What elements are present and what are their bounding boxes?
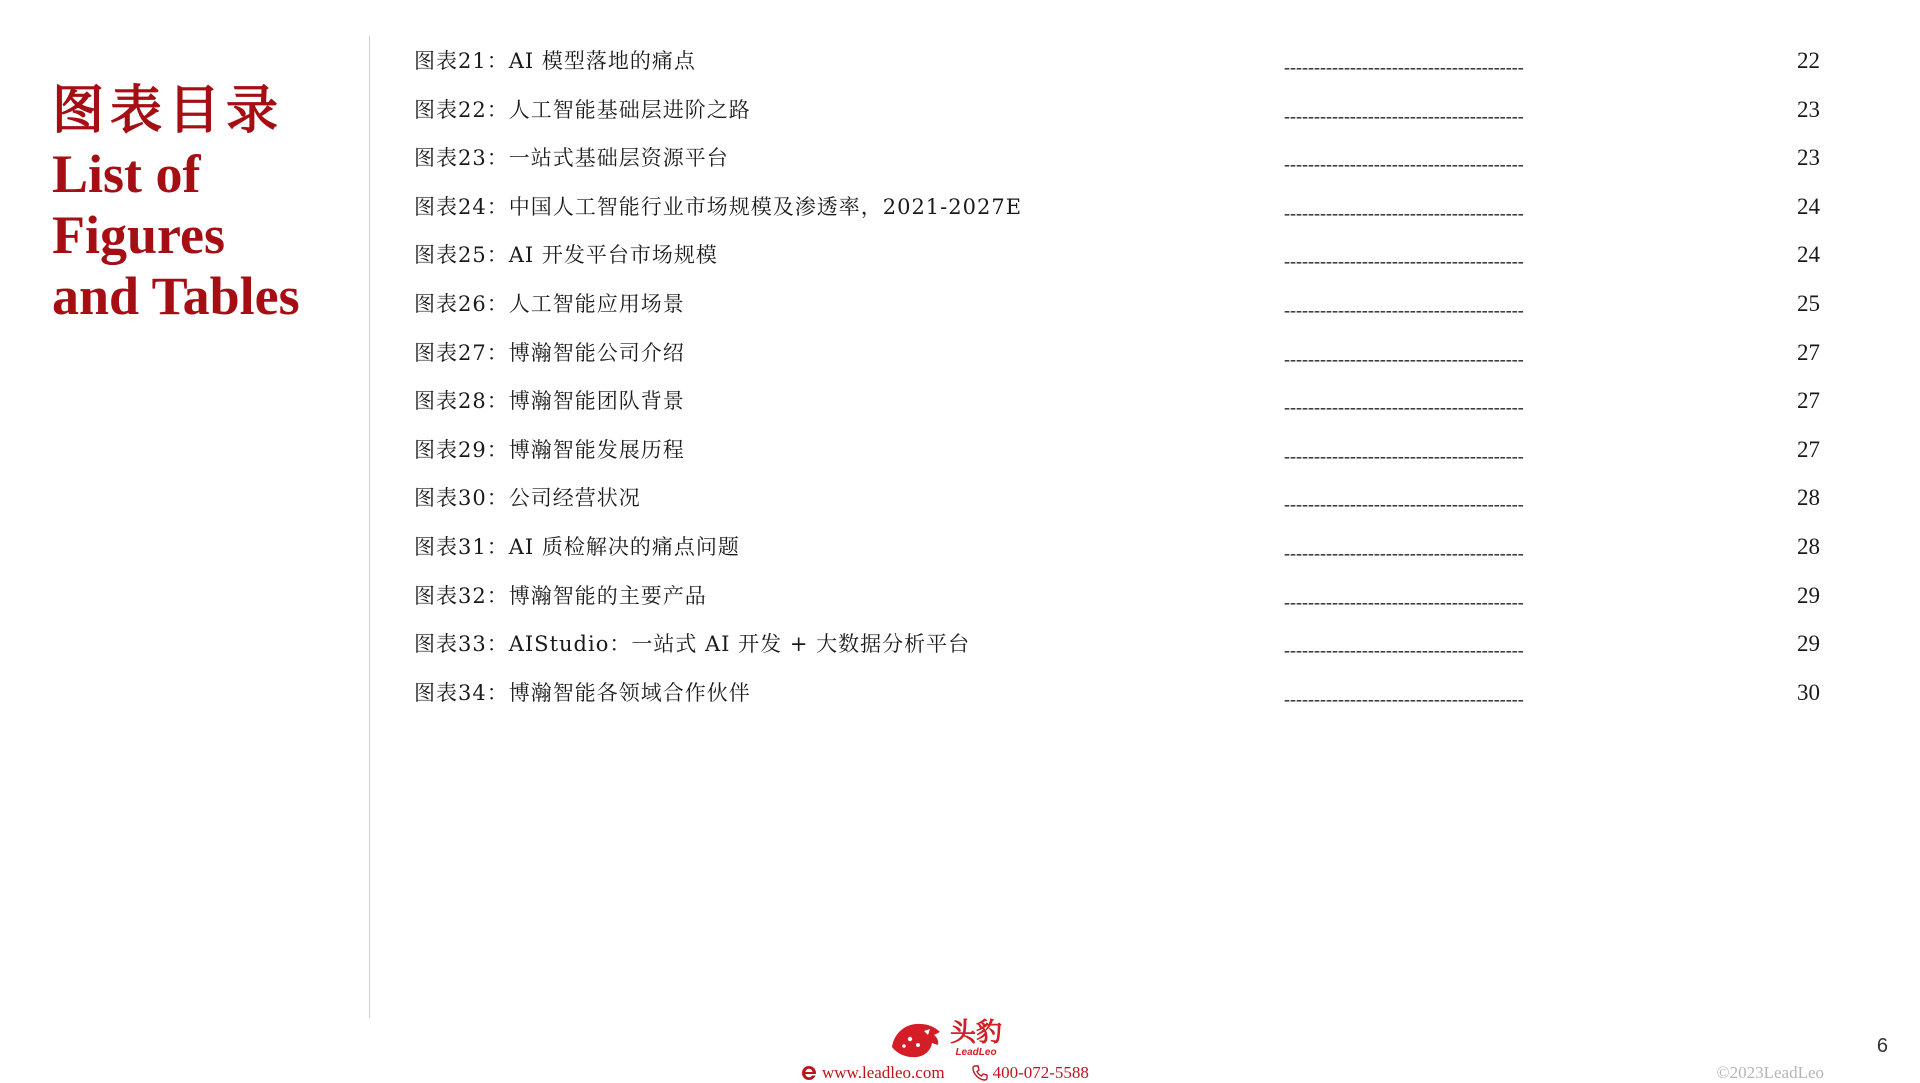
toc-leader-dashes: ---------------------------------------- — [1284, 154, 1524, 175]
toc-page-number: 30 — [1797, 679, 1820, 705]
toc-leader-dashes: ---------------------------------------- — [1284, 591, 1524, 612]
leopard-logo-icon — [888, 1017, 944, 1061]
toc-entry-label: 图表26：人工智能应用场景 — [414, 291, 685, 316]
toc-page-number: 28 — [1797, 533, 1820, 559]
table-of-contents — [414, 42, 1820, 722]
toc-page-number: 29 — [1797, 631, 1820, 657]
toc-leader-dashes: ---------------------------------------- — [1284, 202, 1524, 223]
toc-page-number: 28 — [1797, 485, 1820, 511]
title-english-line-3: and Tables — [52, 266, 300, 326]
website-text: www.leadleo.com — [822, 1063, 945, 1082]
toc-row[interactable] — [414, 674, 1820, 723]
page-number: 6 — [1876, 1035, 1888, 1057]
phone-text: 400-072-5588 — [992, 1063, 1089, 1082]
toc-entry-label: 图表34：博瀚智能各领域合作伙伴 — [414, 680, 751, 705]
title-english-line-1: List of — [52, 144, 201, 204]
toc-page-number: 27 — [1797, 388, 1820, 414]
logo-english-text: LeadLeo — [955, 1047, 997, 1058]
toc-row[interactable] — [414, 528, 1820, 577]
section-title — [52, 78, 352, 327]
toc-row[interactable] — [414, 236, 1820, 285]
toc-row[interactable] — [414, 431, 1820, 480]
toc-page-number: 29 — [1797, 582, 1820, 608]
toc-leader-dashes: ---------------------------------------- — [1284, 397, 1524, 418]
toc-page-number: 23 — [1797, 145, 1820, 171]
toc-entry-label: 图表32：博瀚智能的主要产品 — [414, 583, 707, 608]
toc-entry-label: 图表23：一站式基础层资源平台 — [414, 146, 729, 171]
toc-entry-label: 图表28：博瀚智能团队背景 — [414, 389, 685, 414]
toc-leader-dashes: ---------------------------------------- — [1284, 640, 1524, 661]
toc-entry-label: 图表21：AI 模型落地的痛点 — [414, 49, 696, 73]
toc-leader-dashes: ---------------------------------------- — [1284, 251, 1524, 272]
ie-logo-icon — [800, 1064, 818, 1082]
phone-contact — [971, 1063, 1089, 1083]
toc-page-number: 23 — [1797, 96, 1820, 122]
toc-page-number: 27 — [1797, 339, 1820, 365]
toc-leader-dashes: ---------------------------------------- — [1284, 688, 1524, 709]
website-link[interactable] — [800, 1063, 945, 1083]
toc-leader-dashes: ---------------------------------------- — [1284, 494, 1524, 515]
toc-entry-label: 图表30：公司经营状况 — [414, 486, 641, 511]
toc-entry-label: 图表27：博瀚智能公司介绍 — [414, 340, 685, 365]
toc-entry-label: 图表33：AIStudio：一站式 AI 开发 + 大数据分析平台 — [414, 632, 971, 657]
toc-row[interactable] — [414, 139, 1820, 188]
brand-logo — [888, 1015, 1008, 1063]
toc-row[interactable] — [414, 577, 1820, 626]
toc-page-number: 22 — [1797, 48, 1820, 73]
toc-leader-dashes: ---------------------------------------- — [1284, 57, 1524, 77]
logo-wordmark — [950, 1019, 1002, 1059]
toc-row[interactable] — [414, 42, 1820, 91]
phone-icon — [971, 1064, 989, 1082]
toc-page-number: 27 — [1797, 436, 1820, 462]
toc-row[interactable] — [414, 334, 1820, 383]
toc-row[interactable] — [414, 285, 1820, 334]
toc-leader-dashes: ---------------------------------------- — [1284, 542, 1524, 563]
toc-entry-label: 图表25：AI 开发平台市场规模 — [414, 243, 718, 268]
toc-row[interactable] — [414, 479, 1820, 528]
toc-row[interactable] — [414, 382, 1820, 431]
toc-page-number: 25 — [1797, 290, 1820, 316]
toc-page-number: 24 — [1797, 242, 1820, 268]
title-chinese: 图表目录 — [52, 80, 285, 141]
toc-entry-label: 图表29：博瀚智能发展历程 — [414, 437, 685, 462]
footer-contacts — [800, 1063, 1089, 1083]
toc-row[interactable] — [414, 188, 1820, 237]
vertical-divider — [369, 36, 370, 1018]
toc-leader-dashes: ---------------------------------------- — [1284, 105, 1524, 126]
toc-entry-label: 图表22：人工智能基础层进阶之路 — [414, 97, 751, 122]
toc-entry-label: 图表31：AI 质检解决的痛点问题 — [414, 534, 740, 559]
toc-leader-dashes: ---------------------------------------- — [1284, 299, 1524, 320]
toc-leader-dashes: ---------------------------------------- — [1284, 445, 1524, 466]
toc-row[interactable] — [414, 91, 1820, 140]
logo-chinese-text: 头豹 — [950, 1018, 1003, 1048]
title-english-line-2: Figures — [52, 205, 225, 265]
copyright-text: ©2023LeadLeo — [1716, 1063, 1824, 1082]
toc-page-number: 24 — [1797, 193, 1820, 219]
toc-entry-label: 图表24：中国人工智能行业市场规模及渗透率，2021-2027E — [414, 194, 1023, 219]
toc-leader-dashes: ---------------------------------------- — [1284, 348, 1524, 369]
toc-row[interactable] — [414, 625, 1820, 674]
